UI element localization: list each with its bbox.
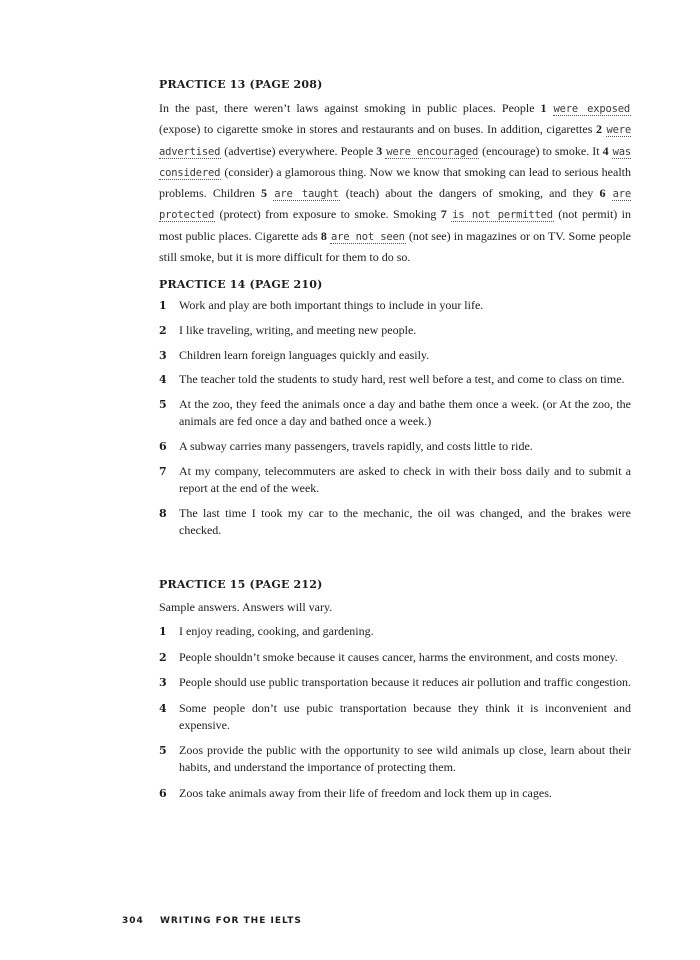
paragraph-text — [547, 101, 553, 115]
blank-number: 7 — [440, 207, 447, 222]
handwritten-answer: are not seen — [331, 230, 405, 243]
list-item — [159, 649, 631, 666]
list-item — [159, 371, 631, 388]
list-item — [159, 463, 631, 497]
list-item — [159, 623, 631, 640]
practice-13-heading: PRACTICE 13 (PAGE 208) — [159, 78, 323, 91]
handwritten-answer: is not permitted — [452, 209, 553, 222]
item-text: Children learn foreign languages quickly and easily. — [179, 347, 430, 362]
item-text: I like traveling, writing, and meeting new people. — [179, 322, 417, 337]
paragraph-text: (advertise) everywhere. People — [221, 143, 377, 158]
item-number: 6 — [159, 786, 167, 800]
list-item — [159, 505, 631, 539]
paragraph-text: (not see) in magazines or on TV. Some people still smoke, but it is more difficult for them to do so. — [159, 228, 631, 265]
item-text: Work and play are both important things to include in your life. — [179, 298, 484, 312]
paragraph-text: In the past, there weren’t laws against smoking in public places. People — [159, 101, 541, 115]
paragraph-text: (consider) a glamorous thing. Now we know that smoking can lead to serious health problems. Children — [159, 164, 631, 201]
blank-number: 8 — [320, 228, 327, 243]
item-text: Zoos provide the public with the opportunity to see wild animals up close, learn about their habits, and understand the importance of protecting them. — [179, 743, 631, 774]
item-number: 2 — [159, 323, 167, 337]
handwritten-answer: was considered — [159, 145, 631, 179]
handwritten-answer: were exposed — [553, 103, 630, 115]
item-text: People should use public transportation because it reduces air pollution and traffic congestion. — [179, 675, 631, 689]
item-text: The teacher told the students to study hard, rest well before a test, and come to class on time. — [179, 372, 625, 387]
list-item — [159, 438, 631, 455]
paragraph-text — [605, 186, 611, 200]
item-number: 1 — [159, 299, 167, 312]
list-item — [159, 297, 631, 314]
item-text: I enjoy reading, cooking, and gardening. — [179, 624, 374, 638]
item-text: At the zoo, they feed the animals once a day and bathe them once a week. (or At the zoo, the animals are fed once a day and bathed once a week.) — [179, 397, 631, 429]
handwritten-answer: were advertised — [159, 124, 631, 158]
handwritten-answer: are protected — [159, 188, 632, 222]
list-item — [159, 742, 631, 776]
item-text: At my company, telecommuters are asked to check in with their boss daily and to submit a report at the end of the week. — [179, 463, 631, 495]
item-number: 6 — [159, 439, 167, 453]
item-number: 4 — [159, 701, 167, 715]
blank-number: 3 — [376, 143, 383, 158]
blank-number: 1 — [540, 101, 547, 115]
item-number: 5 — [159, 398, 167, 412]
page-footer — [122, 916, 302, 926]
item-text: Some people don’t use pubic transportation because they think it is inconvenient and expensive. — [179, 700, 631, 732]
list-item — [159, 322, 631, 339]
item-text: A subway carries many passengers, travels rapidly, and costs little to ride. — [179, 438, 533, 453]
list-item — [159, 396, 631, 430]
practice-15-heading: PRACTICE 15 (PAGE 212) — [159, 578, 323, 591]
practice-14-heading: PRACTICE 14 (PAGE 210) — [159, 278, 323, 291]
item-text: Zoos take animals away from their life of freedom and lock them up in cages. — [179, 785, 552, 800]
paragraph-text: (not permit) in most public places. Cigarette ads — [159, 207, 632, 243]
item-number: 3 — [159, 676, 167, 689]
item-text: People shouldn’t smoke because it causes cancer, harms the environment, and costs money. — [179, 649, 618, 664]
item-number: 8 — [159, 506, 167, 520]
list-item — [159, 674, 631, 691]
handwritten-answer: are taught — [274, 188, 339, 201]
paragraph-text: (teach) about the dangers of smoking, and they — [339, 186, 600, 201]
paragraph-text: (encourage) to smoke. It — [479, 143, 603, 158]
paragraph-text: (protect) from exposure to smoke. Smoking — [215, 207, 441, 222]
blank-number: 5 — [261, 186, 268, 201]
practice-15-intro: Sample answers. Answers will vary. — [159, 600, 333, 614]
handwritten-answer: were encouraged — [386, 145, 479, 158]
item-text: The last time I took my car to the mechanic, the oil was changed, and the brakes were checked. — [179, 505, 631, 537]
list-item — [159, 347, 631, 364]
practice-14-list — [159, 297, 631, 546]
blank-number: 4 — [602, 143, 609, 158]
item-number: 5 — [159, 744, 167, 757]
paragraph-text: (expose) to cigarette smoke in stores and restaurants and on buses. In addition, cigarettes — [159, 122, 596, 137]
item-number: 1 — [159, 625, 167, 638]
blank-number: 2 — [595, 122, 602, 137]
practice-15-list — [159, 623, 631, 810]
item-number: 2 — [159, 650, 167, 664]
item-number: 3 — [159, 348, 167, 362]
book-title: WRITING FOR THE IELTS — [159, 916, 302, 926]
list-item — [159, 785, 631, 802]
item-number: 4 — [159, 373, 167, 387]
item-number: 7 — [159, 464, 167, 478]
practice-13-paragraph — [159, 98, 631, 267]
blank-number: 6 — [599, 186, 606, 201]
page-number: 304 — [122, 916, 144, 926]
paragraph-text — [602, 122, 606, 136]
list-item — [159, 700, 631, 734]
